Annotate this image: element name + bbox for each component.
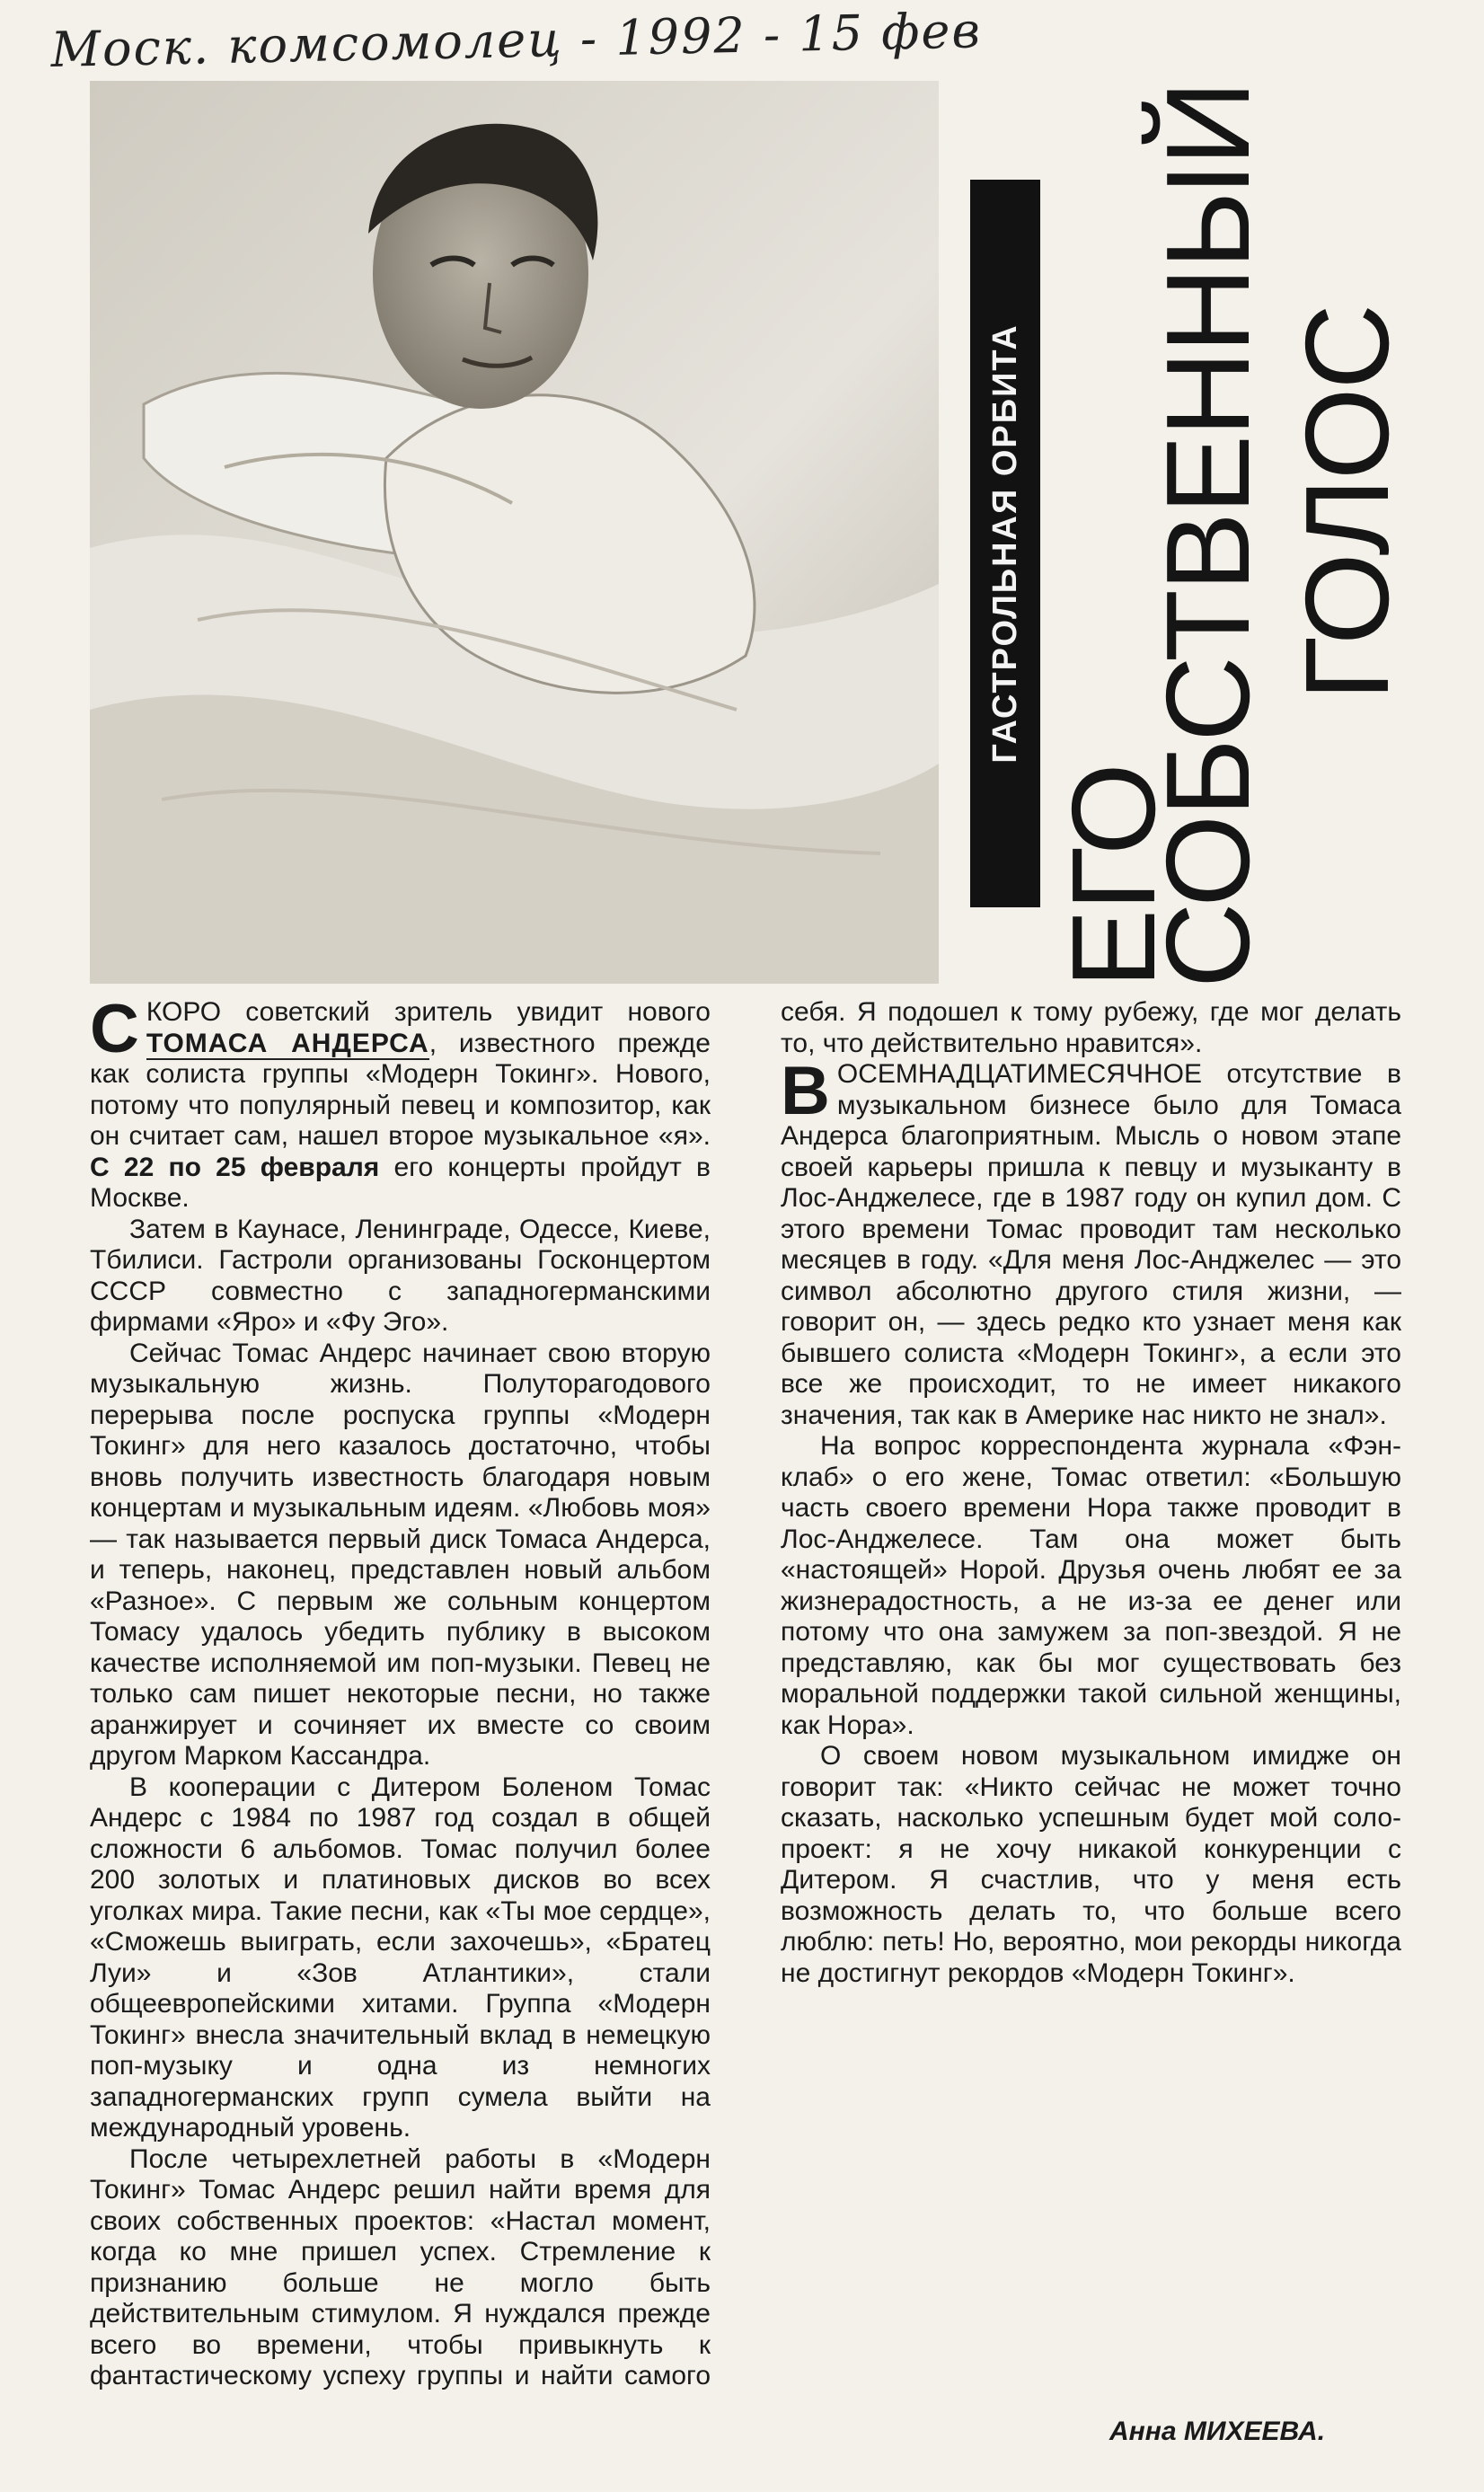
paragraph-text: , известного прежде как солиста группы «Модерн Токинг». Нового, потому что популярный певец и композитор, как он считает сам, нашел второе музыкальное «я». xyxy=(90,1028,711,1151)
portrait-illustration xyxy=(90,81,939,984)
headline-line-1: ЕГО xyxy=(1047,764,1179,988)
drop-cap: В xyxy=(781,1053,830,1129)
article-paragraph xyxy=(90,991,711,1215)
handwritten-date-note: Моск. комсомолец - 1992 - 15 фев xyxy=(50,2,983,78)
headline-line-2: СОБСТВЕННЫЙ xyxy=(1142,82,1274,988)
lead-in-caps: ОСЕМНАДЦАТИМЕСЯЧНОЕ xyxy=(836,1059,1202,1089)
article-paragraph: Затем в Каунасе, Ленинграде, Одессе, Киеве, Тбилиси. Гастроли организованы Госконцертом СССР совместно с западногерманскими фирмами «Яро» и «Фу Эго». xyxy=(90,1214,711,1337)
article-paragraph: О своем новом музыкальном имидже он говорит так: «Никто сейчас не может точно сказать, насколько успешным будет мой соло-проект: я не хочу никакой конкуренции с Дитером. Я счастлив, что у меня есть возможность делать то, что больше всего люблю: петь! Но, вероятно, мои рекорды никогда не достигнут рекордов «Модерн Токинг». xyxy=(781,1741,1401,1988)
lead-in-caps: КОРО xyxy=(146,997,222,1027)
drop-cap: С xyxy=(90,991,139,1067)
paragraph-text: его концерты пройдут в Москве. xyxy=(90,1152,711,1213)
paragraph-text: советский зритель увидит нового xyxy=(221,997,711,1027)
article-paragraph: На вопрос корреспондента журнала «Фэн-клаб» о его жене, Томас ответил: «Большую часть своего времени Нора также проводит в Лос-Анджелесе. Там она может быть «настоящей» Норой. Друзья очень любят ее за жизнерадостность, а не из-за ее денег или потому что она замужем за поп-звездой. Я не представляю, как бы мог существовать без моральной поддержки такой сильной женщины, как Нора». xyxy=(781,1431,1401,1740)
concert-dates: С 22 по 25 февраля xyxy=(90,1152,380,1182)
paragraph-text: отсутствие в музыкальном бизнесе было для Томаса Андерса благоприятным. Мысль о новом этапе своей карьеры пришла к певцу и музыканту в Лос-Анджелесе, где в 1987 году он купил дом. С этого времени Томас проводит там несколько месяцев в году. «Для меня Лос-Анджелес — это символ абсолютно другого стиля жизни, — говорит он, — здесь редко кто узнает меня как бывшего солиста «Модерн Токинг», а если это все же происходит, то не имеет никакого значения, так как в Америке нас никто не знал». xyxy=(781,1059,1401,1430)
portrait-photo xyxy=(90,81,939,984)
rubric-label: ГАСТРОЛЬНАЯ ОРБИТА xyxy=(986,323,1024,764)
article-paragraph xyxy=(781,1053,1401,1431)
section-rubric xyxy=(970,180,1040,907)
article-paragraph: В кооперации с Дитером Боленом Томас Андерс с 1984 по 1987 год создал в общей сложности 6 альбомов. Томас получил более 200 золотых и платиновых дисков во всех уголках мира. Такие песни, как «Ты мое сердце», «Сможешь выиграть, если захочешь», «Братец Луи» и «Зов Атлантики», стали общеевропейскими хитами. Группа «Модерн Токинг» внесла значительный вклад в немецкую поп-музыку и одна из немногих западногерманских групп сумела выйти на международный уровень. xyxy=(90,1772,711,2143)
author-signature: Анна МИХЕЕВА. xyxy=(1109,2417,1326,2446)
artist-name: ТОМАСА АНДЕРСА xyxy=(146,1028,429,1058)
article-body xyxy=(90,991,1401,2399)
headline-line-3: ГОЛОС xyxy=(1281,305,1413,701)
article-paragraph: После четырехлетней работы в «Модерн Токинг» Томас Андерс решил найти время для своих собственных проектов: «Настал момент, когда ко мне пришел успех. Стремление к признанию больше не могло быть действительным стимулом. Я нуждался прежде всего во времени, чтобы привыкнуть к фантастическому успеху группы и найти самого себя. Я подошел к тому рубежу, где мог делать то, что действительно нравится». xyxy=(90,997,1401,2390)
article-paragraph: Сейчас Томас Андерс начинает свою вторую музыкальную жизнь. Полуторагодового перерыва после роспуска группы «Модерн Токинг» для него казалось достаточно, чтобы вновь получить известность благодаря новым концертам и музыкальным идеям. «Любовь моя» — так называется первый диск Томаса Андерса, и теперь, наконец, представлен новый альбом «Разное». С первым же сольным концертом Томасу удалось убедить публику в высоком качестве исполняемой им поп-музыки. Певец не только сам пишет некоторые песни, но также аранжирует и сочиняет их вместе со своим другом Марком Кассандра. xyxy=(90,1338,711,1771)
